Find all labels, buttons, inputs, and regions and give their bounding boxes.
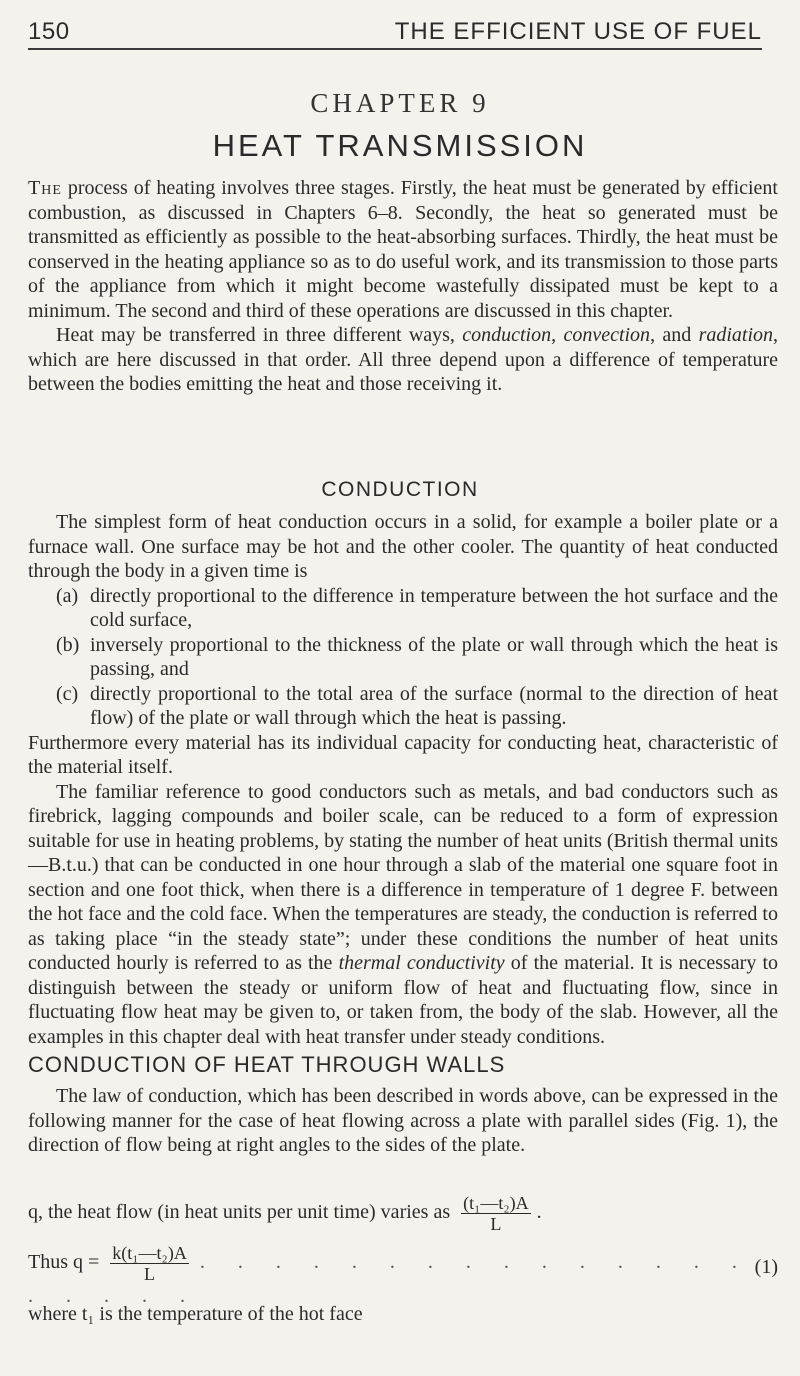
proportionality-list: [28, 584, 778, 731]
intro-paragraph-1: [28, 176, 778, 323]
conduction-paragraph-2: Furthermore every material has its individual capacity for conducting heat, characteristic of the material itself.: [28, 731, 778, 778]
fraction-1-numerator: (t₁—t₂)A: [463, 1193, 529, 1213]
section-heading-conduction: CONDUCTION: [321, 478, 479, 501]
list-marker: (b): [56, 633, 80, 656]
conduction-text: [28, 510, 778, 1049]
conduction-paragraph-1: The simplest form of heat conduction occurs in a solid, for example a boiler plate or a furnace wall. One surface may be hot and the other cooler. The quantity of heat conducted through the body in a given time is: [28, 511, 778, 582]
intro-paragraph-1-text: process of heating involves three stages. Firstly, the heat must be generated by efficient combustion, as discussed in Chapters 6–8. Secondly, the heat so generated must be transmitted as efficiently as possible to the heat-absorbing surfaces. Thirdly, the heat must be conserved in the heating appliance so as to do useful work, and its transmission to those parts of the appliance from which it might become wastefully dissipated must be kept to a minimum. The second and third of these operations are discussed in this chapter.: [28, 177, 778, 322]
intro-text: [28, 176, 778, 397]
equation-number: (1): [754, 1256, 778, 1278]
term-conduction: conduction: [462, 324, 552, 346]
p3-a: The familiar reference to good conductors such as metals, and bad conductors such as firebrick, lagging compounds and boiler scale, can be reduced to a form of expression suitable for use in heating problems, by stating the number of heat units (British thermal units—B.t.u.) that can be conducted in one hour through a slab of the material one square foot in section and one foot thick, when there is a difference in temperature of 1 degree F. between the hot face and the cold face. When the temperatures are steady, the conduction is referred to as taking place “in the steady state”; under these conditions the number of heat units conducted hourly is referred to as the: [28, 780, 778, 974]
list-item: [28, 633, 778, 682]
conduction-paragraph-3: [28, 780, 778, 1050]
fraction-2-denominator: L: [144, 1264, 156, 1284]
list-item-text: directly proportional to the total area of the surface (normal to the direction of heat flow) of the plate or wall through which the heat is passing.: [90, 682, 778, 729]
list-item: [28, 584, 778, 633]
p3-b: of the material. It is necessary to distinguish between the steady or uniform flow of heat and fluctuating flow, since in fluctuating flow heat may be given to, or taken from, the body of the slab. However, all the examples in this chapter deal with heat transfer under steady conditions.: [28, 952, 779, 1048]
equation-lhs: Thus q =: [28, 1251, 100, 1274]
header-rule: [28, 48, 762, 50]
leader-dots: . . . . . . . . . . . . . . . . . . . .: [28, 1251, 751, 1307]
q-line-text: q, the heat flow (in heat units per unit time) varies as: [28, 1201, 451, 1224]
where-line: where t₁ is the temperature of the hot face: [28, 1303, 363, 1325]
equation-1: [28, 1243, 778, 1308]
p2-b: ,: [551, 324, 564, 346]
list-item: [28, 682, 778, 731]
fraction-2-numerator: k(t₁—t₂)A: [112, 1243, 187, 1263]
term-radiation: radiation: [698, 324, 774, 346]
fraction-2: [110, 1243, 189, 1284]
running-header: [28, 14, 762, 50]
period: .: [536, 1201, 542, 1224]
term-convection: convection: [563, 324, 651, 346]
walls-paragraph-1: The law of conduction, which has been described in words above, can be expressed in the following manner for the case of heat flowing across a plate with parallel sides (Fig. 1), the direction of flow being at right angles to the sides of the plate.: [28, 1085, 778, 1156]
fraction-1-denominator: L: [490, 1214, 502, 1234]
list-item-text: inversely proportional to the thickness of the plate or wall through which the heat is passing, and: [90, 633, 778, 680]
p2-d: , which are here discussed in that order. All three depend upon a difference of temperature between the bodies emitting the heat and those receiving it.: [28, 324, 779, 395]
list-marker: (c): [56, 682, 79, 705]
p2-a: Heat may be transferred in three different ways,: [56, 324, 463, 346]
drop-word: The: [28, 177, 62, 199]
list-marker: (a): [56, 584, 79, 607]
running-title: THE EFFICIENT USE OF FUEL: [394, 18, 762, 45]
walls-text: [28, 1084, 778, 1158]
p2-c: , and: [650, 324, 699, 346]
page-number: 150: [28, 18, 70, 45]
term-thermal-conductivity: thermal conductivity: [338, 952, 505, 974]
list-item-text: directly proportional to the difference in temperature between the hot surface and the cold surface,: [90, 584, 778, 631]
section-heading-walls: CONDUCTION OF HEAT THROUGH WALLS: [28, 1052, 506, 1077]
chapter-title: HEAT TRANSMISSION: [212, 128, 588, 163]
chapter-label: CHAPTER 9: [310, 88, 490, 118]
fraction-1: [461, 1193, 531, 1234]
intro-paragraph-2: [28, 323, 778, 397]
proportionality-statement: [28, 1193, 778, 1234]
